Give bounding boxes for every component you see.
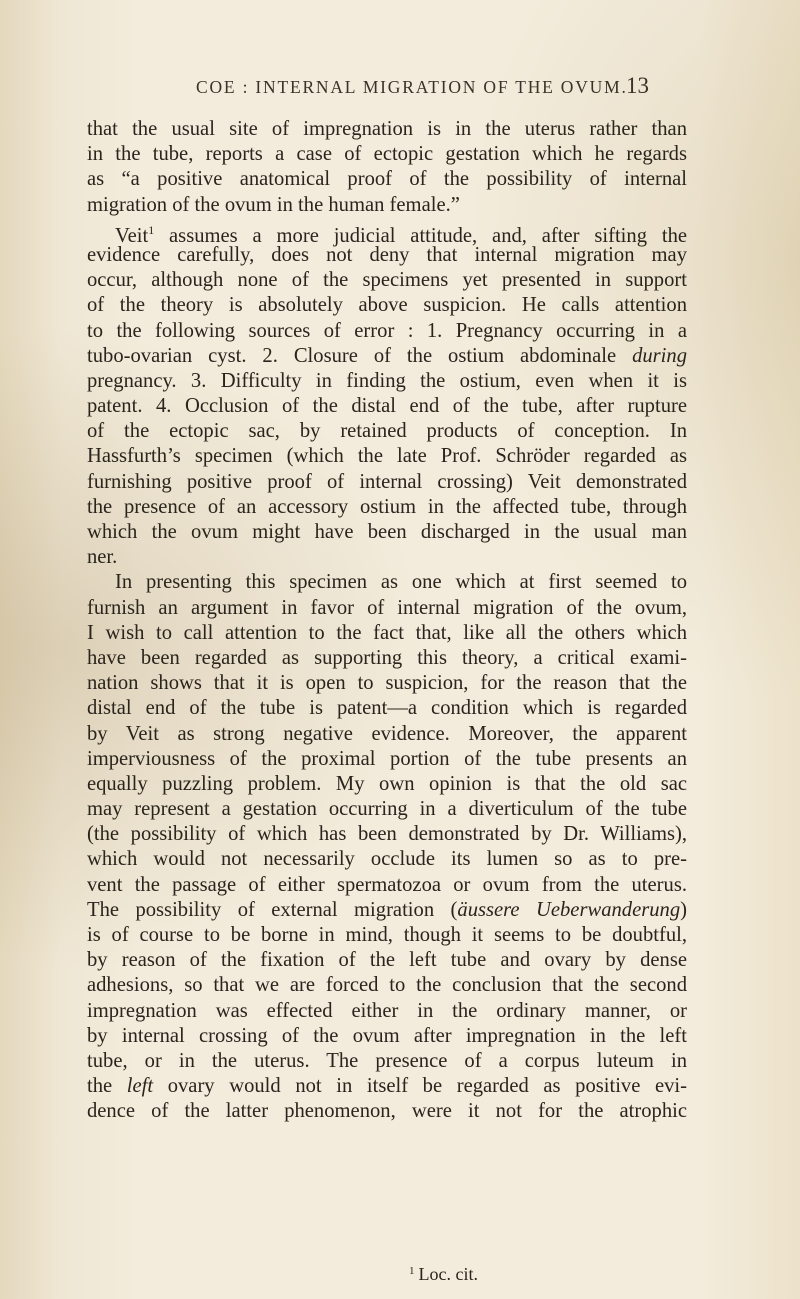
text-line — [87, 344, 687, 369]
body-text — [87, 117, 687, 1125]
text-line: to the following sources of error : 1. Pregnancy occurring in a — [87, 319, 687, 342]
author-name: Veit — [115, 224, 149, 247]
text-run: The possibility of external migration ( — [87, 898, 458, 921]
text-line: the presence of an accessory ostium in the affected tube, through — [87, 495, 687, 518]
text-line: Hassfurth’s specimen (which the late Prof. Schröder regarded as — [87, 445, 687, 468]
text-run: the — [87, 1075, 127, 1098]
text-line: which would not necessarily occlude its lumen so as to pre- — [87, 848, 687, 871]
text-line: migration of the ovum in the human female.” — [87, 193, 460, 216]
text-line: by reason of the fixation of the left tube and ovary by dense — [87, 949, 687, 972]
text-line: patent. 4. Occlusion of the distal end of the tube, after rupture — [87, 395, 687, 418]
italic-text: left — [126, 1075, 154, 1098]
text-line: pregnancy. 3. Difficulty in finding the ostium, even when it is — [87, 369, 687, 392]
text-line: by Veit as strong negative evidence. Moreover, the apparent — [87, 722, 687, 745]
text-line: nation shows that it is open to suspicion, for the reason that the — [87, 672, 687, 695]
text-run: ) — [680, 898, 687, 921]
text-line: tube, or in the uterus. The presence of a corpus luteum in — [87, 1049, 687, 1072]
text-line: I wish to call attention to the fact that, like all the others which — [87, 621, 687, 644]
footnote-text: Loc. cit. — [418, 1264, 478, 1284]
text-line: vent the passage of either spermatozoa or ovum from the uterus. — [87, 873, 687, 896]
text-line: imperviousness of the proximal portion of the tube presents an — [87, 747, 687, 770]
text-line: of the ectopic sac, by retained products of conception. In — [87, 420, 687, 443]
text-run: ovary would not in itself be regarded as positive evi- — [153, 1075, 687, 1098]
text-line: furnish an argument in favor of internal migration of the ovum, — [87, 596, 687, 619]
text-line: have been regarded as supporting this theory, a critical exami- — [87, 646, 687, 669]
italic-text: äussere Ueberwanderung — [457, 898, 681, 921]
text-line: as “a positive anatomical proof of the possibility of internal — [87, 168, 687, 191]
footnote-mark: 1 — [409, 1265, 415, 1277]
text-line — [87, 898, 687, 923]
text-line: of the theory is absolutely above suspicion. He calls attention — [87, 294, 687, 317]
text-line: evidence carefully, does not deny that internal migration may — [87, 243, 687, 266]
page-number: 13 — [626, 73, 649, 98]
text-line: occur, although none of the specimens yet presented in support — [87, 269, 687, 292]
text-line: In presenting this specimen as one which at first seemed to — [115, 571, 687, 594]
text-line: adhesions, so that we are forced to the conclusion that the second — [87, 974, 687, 997]
italic-text: during — [632, 344, 688, 367]
text-line: distal end of the tube is patent—a condition which is regarded — [87, 697, 687, 720]
text-line: that the usual site of impregnation is in the uterus rather than — [87, 118, 687, 140]
text-line — [87, 1074, 687, 1099]
text-run: assumes a more judicial attitude, and, after sifting the — [169, 224, 688, 247]
text-run: tubo-ovarian cyst. 2. Closure of the ostium abdominale — [87, 344, 617, 367]
text-line: which the ovum might have been discharged in the usual man — [87, 521, 687, 543]
text-line: ner. — [87, 546, 118, 569]
running-head — [0, 73, 800, 103]
text-line: may represent a gestation occurring in a diverticulum of the tube — [87, 798, 687, 821]
text-line: furnishing positive proof of internal crossing) Veit demonstrated — [87, 470, 687, 493]
running-title: COE : INTERNAL MIGRATION OF THE OVUM. — [196, 77, 628, 97]
text-line — [87, 218, 688, 247]
text-line: (the possibility of which has been demonstrated by Dr. Williams), — [87, 823, 687, 846]
footnote-reference: 1 — [148, 222, 155, 237]
text-line: by internal crossing of the ovum after impregnation in the left — [87, 1024, 687, 1047]
text-line: equally puzzling problem. My own opinion is that the old sac — [87, 772, 687, 795]
footnote — [409, 1264, 478, 1285]
text-line: is of course to be borne in mind, though it seems to be doubtful, — [87, 924, 687, 946]
text-line: in the tube, reports a case of ectopic gestation which he regards — [87, 143, 687, 166]
text-line: dence of the latter phenomenon, were it not for the atrophic — [87, 1100, 687, 1123]
text-line: impregnation was effected either in the ordinary manner, or — [87, 999, 687, 1022]
